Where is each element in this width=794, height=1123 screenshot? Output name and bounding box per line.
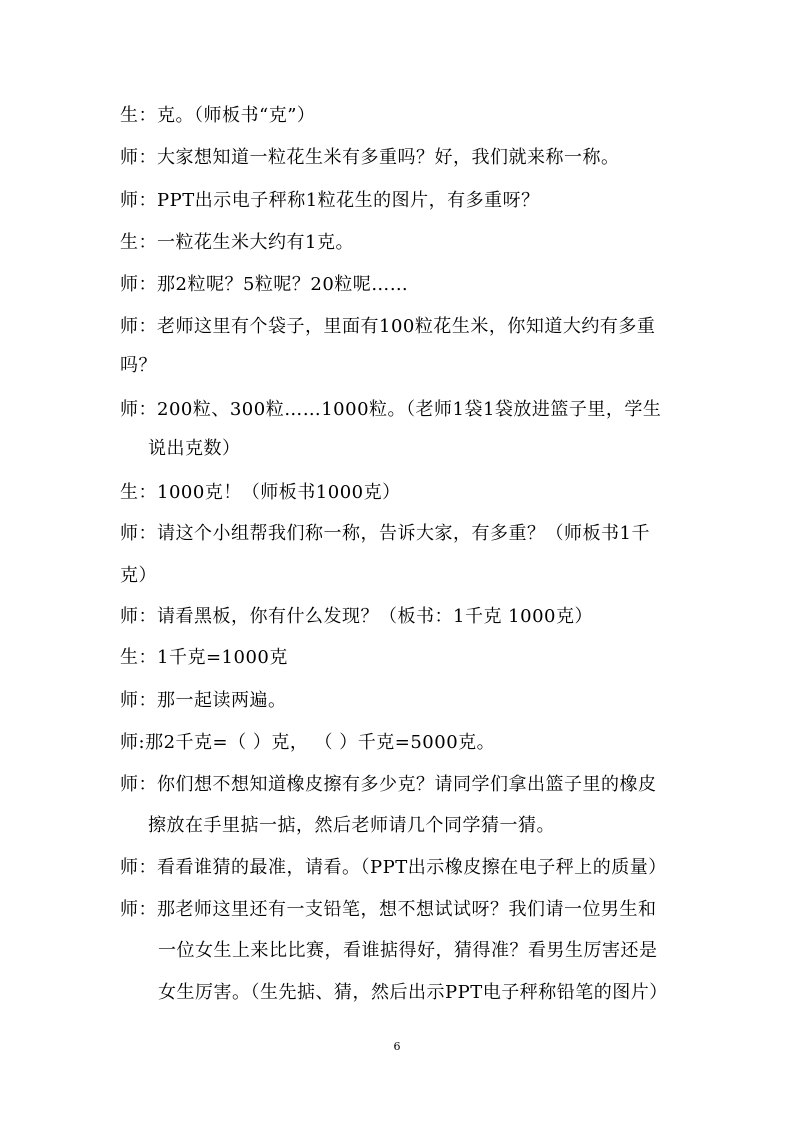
text-line-7: 师：200粒、300粒……1000粒。（老师1袋1袋放进篮子里，学生 — [120, 399, 662, 420]
page-number: 6 — [393, 1040, 401, 1053]
text-line-6-continued: 吗？ — [120, 355, 157, 376]
text-line-15: 师：看看谁猜的最准，请看。（PPT出示橡皮擦在电子秤上的质量） — [120, 857, 667, 878]
text-line-10: 师：请看黑板，你有什么发现？（板书：1千克 1000克） — [120, 606, 593, 627]
text-line-4: 生：一粒花生米大约有1克。 — [120, 232, 354, 253]
text-line-16: 师：那老师这里还有一支铅笔，想不想试试呀？我们请一位男生和 — [120, 899, 657, 920]
text-line-14-continued: 擦放在手里掂一掂，然后老师请几个同学猜一猜。 — [148, 815, 555, 836]
text-line-16-continued-2: 女生厉害。（生先掂、猜，然后出示PPT电子秤称铅笔的图片） — [158, 982, 668, 1003]
text-line-6: 师：老师这里有个袋子，里面有100粒花生米，你知道大约有多重 — [120, 316, 656, 337]
text-line-11: 生：1千克=1000克 — [120, 647, 288, 668]
text-line-9: 师：请这个小组帮我们称一称，告诉大家，有多重？（师板书1千 — [120, 523, 650, 544]
text-line-3: 师：PPT出示电子秤称1粒花生的图片，有多重呀？ — [120, 190, 540, 211]
text-line-8: 生：1000克！（师板书1000克） — [120, 482, 401, 503]
text-line-16-continued-1: 一位女生上来比比赛，看谁掂得好，猜得准？看男生厉害还是 — [158, 940, 658, 961]
text-line-1: 生：克。（师板书“克”） — [120, 105, 316, 126]
text-line-14: 师：你们想不想知道橡皮擦有多少克？请同学们拿出篮子里的橡皮 — [120, 774, 657, 795]
text-line-13: 师:那2千克=（ ）克， （ ）千克=5000克。 — [120, 732, 496, 753]
text-line-7-continued: 说出克数） — [148, 438, 241, 459]
text-line-9-continued: 克） — [120, 565, 157, 586]
text-line-12: 师：那一起读两遍。 — [120, 690, 287, 711]
text-line-5: 师：那2粒呢？5粒呢？20粒呢…… — [120, 274, 409, 295]
text-line-2: 师：大家想知道一粒花生米有多重吗？好，我们就来称一称。 — [120, 147, 620, 168]
